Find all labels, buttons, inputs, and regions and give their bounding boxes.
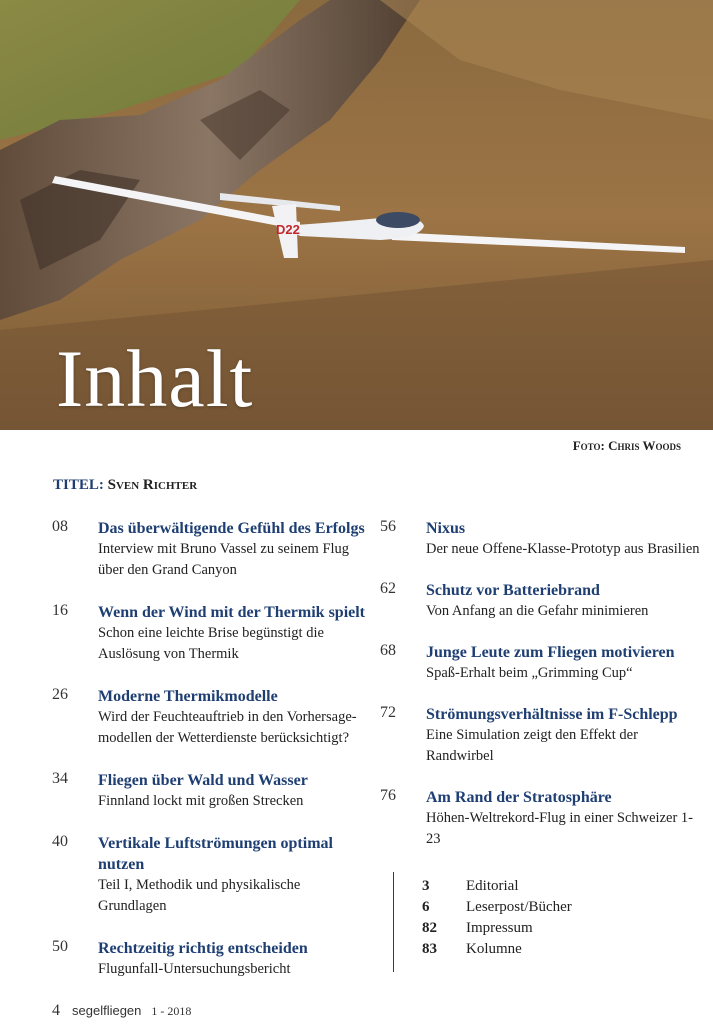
- photo-credit-label: Foto:: [572, 438, 605, 453]
- photo-credit-name: Chris Woods: [608, 438, 681, 453]
- toc-page-number: 68: [380, 642, 396, 659]
- toc-left-column: [52, 518, 372, 1001]
- toc-entry-title: Wenn der Wind mit der Thermik spielt: [98, 604, 366, 621]
- toc-entry-desc: über den Grand Canyon: [98, 562, 237, 578]
- toc-entry-title: Rechtzeitig richtig entscheiden: [98, 940, 308, 957]
- section-label: Editorial: [466, 878, 519, 894]
- section-label: Kolumne: [466, 941, 522, 957]
- toc-right-column: [380, 518, 700, 870]
- section-page-number: 83: [422, 941, 437, 957]
- toc-entry-title: Das überwältigende Gefühl des Erfolgs: [98, 520, 365, 537]
- cover-credit-name: Sven Richter: [107, 477, 198, 493]
- toc-entry[interactable]: [52, 770, 372, 812]
- toc-entry[interactable]: [52, 518, 372, 581]
- toc-page-number: 62: [380, 580, 396, 597]
- toc-page-number: 50: [52, 938, 68, 955]
- section-page-number: 82: [422, 920, 437, 936]
- toc-page-number: 72: [380, 704, 396, 721]
- footer-page-number: 4: [52, 1002, 60, 1019]
- toc-page-number: 26: [52, 686, 68, 703]
- toc-entry[interactable]: [52, 938, 372, 980]
- toc-entry-desc: Schon eine leichte Brise begünstigt die: [98, 625, 324, 641]
- toc-entry-desc: Flugunfall-Untersuchungsbericht: [98, 961, 291, 977]
- toc-entry-title: Moderne Thermikmodelle: [98, 688, 278, 705]
- footer-magazine-name: segelfliegen: [72, 1003, 142, 1018]
- cover-credit-label: TITEL:: [53, 477, 104, 493]
- toc-page-number: 08: [52, 518, 68, 535]
- regular-sections: [393, 872, 572, 972]
- toc-entry[interactable]: [380, 642, 700, 684]
- toc-entry-title: Vertikale Luftströmungen optimal nutzen: [98, 835, 333, 873]
- photo-credit: [573, 438, 681, 454]
- section-page-number: 3: [422, 878, 430, 894]
- toc-entry-desc: Grundlagen: [98, 898, 167, 914]
- section-label: Leserpost/Bücher: [466, 899, 572, 915]
- toc-entry-desc: Interview mit Bruno Vassel zu seinem Flug: [98, 541, 350, 557]
- toc-page-number: 34: [52, 770, 68, 787]
- regular-section-item[interactable]: [422, 897, 572, 918]
- toc-entry-title: Fliegen über Wald und Wasser: [98, 772, 308, 789]
- toc-entry[interactable]: [52, 833, 372, 917]
- regular-section-item[interactable]: [422, 939, 572, 960]
- toc-entry[interactable]: [380, 518, 700, 560]
- hero-photo: [0, 0, 713, 430]
- toc-page-number: 56: [380, 518, 396, 535]
- toc-entry-desc: Höhen-Weltrekord-Flug in einer Schweizer 1-23: [426, 810, 693, 847]
- regular-section-item[interactable]: [422, 918, 572, 939]
- section-label: Impressum: [466, 920, 533, 936]
- toc-entry-desc: Der neue Offene-Klasse-Prototyp aus Brasilien: [426, 541, 700, 557]
- toc-entry-title: Am Rand der Stratosphäre: [426, 789, 612, 806]
- toc-entry-desc: Eine Simulation zeigt den Effekt der: [426, 727, 638, 743]
- toc-page-number: 76: [380, 787, 396, 804]
- page-title: Inhalt: [56, 333, 254, 424]
- toc-entry-title: Schutz vor Batteriebrand: [426, 582, 600, 599]
- toc-entry-desc: modellen der Wetterdienste berücksichtigt?: [98, 730, 350, 746]
- glider-tail-number: D22: [276, 222, 300, 237]
- toc-entry-desc: Teil I, Methodik und physikalische: [98, 877, 301, 893]
- toc-entry[interactable]: [52, 602, 372, 665]
- toc-entry-desc: Von Anfang an die Gefahr minimieren: [426, 603, 649, 619]
- toc-entry-desc: Randwirbel: [426, 748, 494, 764]
- toc-entry-title: Junge Leute zum Fliegen motivieren: [426, 644, 675, 661]
- section-page-number: 6: [422, 899, 430, 915]
- toc-entry-title: Strömungsverhältnisse im F-Schlepp: [426, 706, 678, 723]
- toc-page-number: 16: [52, 602, 68, 619]
- toc-page-number: 40: [52, 833, 68, 850]
- toc-entry[interactable]: [52, 686, 372, 749]
- toc-entry-desc: Auslösung von Thermik: [98, 646, 239, 662]
- toc-entry-desc: Wird der Feuchteauftrieb in den Vorhersage-: [98, 709, 357, 725]
- footer-issue: 1 - 2018: [151, 1004, 192, 1018]
- toc-entry-desc: Finnland lockt mit großen Strecken: [98, 793, 304, 809]
- toc-entry[interactable]: [380, 704, 700, 767]
- toc-entry-desc: Spaß-Erhalt beim „Grimming Cup“: [426, 665, 633, 681]
- cover-credit: [53, 477, 197, 494]
- toc-entry[interactable]: [380, 787, 700, 850]
- toc-entry[interactable]: [380, 580, 700, 622]
- regular-section-item[interactable]: [422, 876, 572, 897]
- page-footer: [52, 1002, 191, 1020]
- toc-entry-title: Nixus: [426, 520, 466, 537]
